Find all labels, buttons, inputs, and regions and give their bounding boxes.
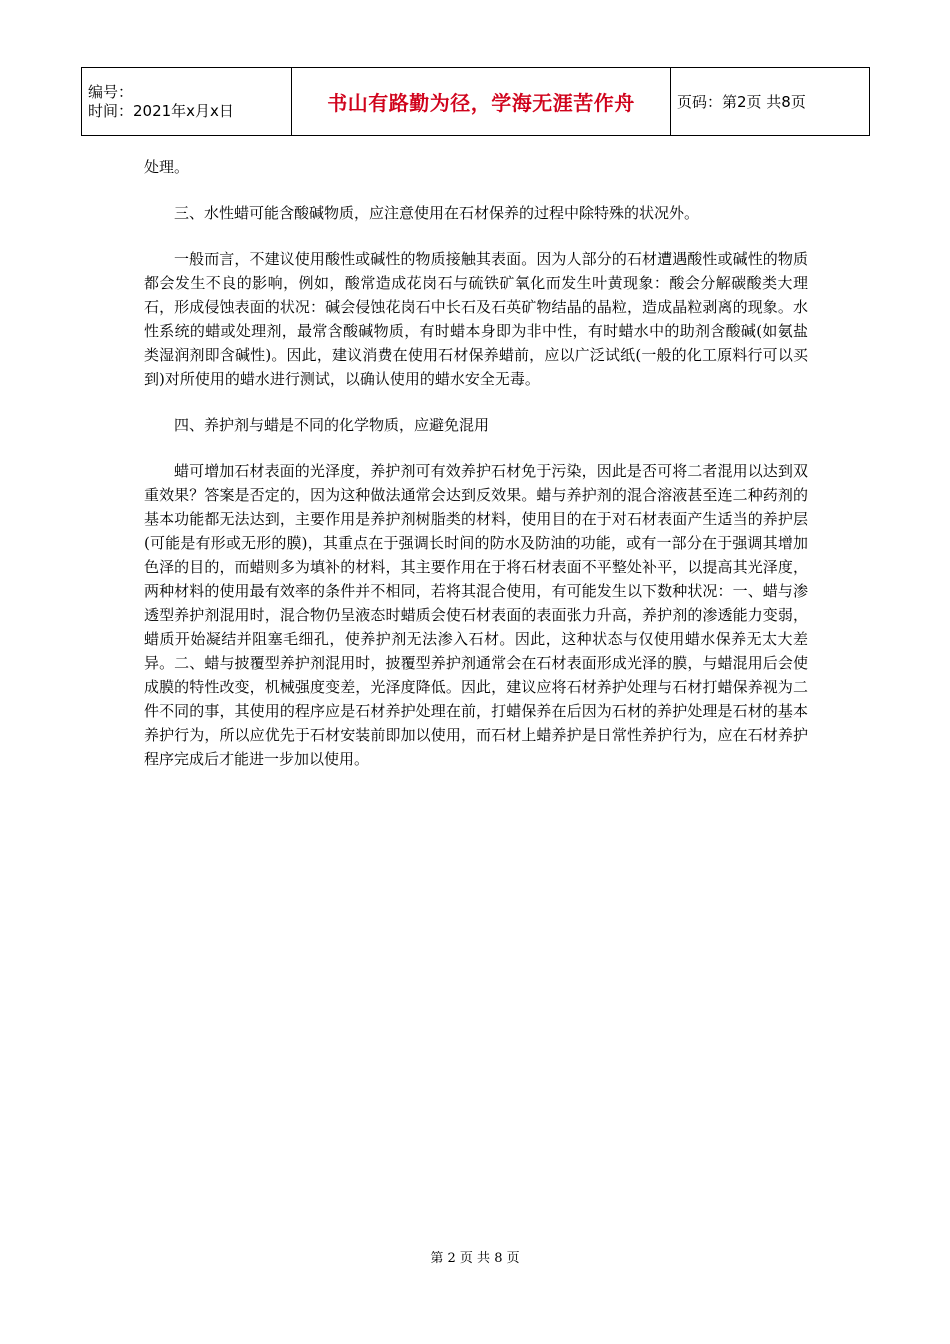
time-label: 时间：2021年x月x日 [88,101,234,120]
paragraph: 蜡可增加石材表面的光泽度，养护剂可有效养护石材免于污染，因此是否可将二者混用以达到双重效果？答案是否定的，因为这种做法通常会达到反效果。蜡与养护剂的混合溶液甚至连二种药剂的基本功能都无法达到，主要作用是养护剂树脂类的材料，使用目的在于对石材表面产生适当的养护层(可能是有形或无形的膜)，其重点在于强调长时间的防水及防油的功能，或有一部分在于强调其增加色泽的目的，而蜡则多为填补的材料，其主要作用在于将石材表面不平整处补平，以提高其光泽度，两种材料的使用最有效率的条件并不相同，若将其混合使用，有可能发生以下数种状况：一、蜡与渗透型养护剂混用时，混合物仍呈液态时蜡质会使石材表面的表面张力升高，养护剂的渗透能力变弱，蜡质开始凝结并阻塞毛细孔，使养护剂无法渗入石材。因此，这种状态与仅使用蜡水保养无太大差异。二、蜡与披覆型养护剂混用时，披覆型养护剂通常会在石材表面形成光泽的膜，与蜡混用后会使成膜的特性改变，机械强度变差，光泽度降低。因此，建议应将石材养护处理与石材打蜡保养视为二件不同的事，其使用的程序应是石材养护处理在前，打蜡保养在后因为石材的养护处理是石材的基本养护行为，所以应优先于石材安装前即加以使用，而石材上蜡养护是日常性养护行为，应在石材养护程序完成后才能进一步加以使用。 [144,462,808,768]
header-table [81,67,870,136]
document-body [144,155,808,771]
paragraph: 处理。 [144,158,190,176]
number-label: 编号： [88,82,134,101]
section-heading-4: 四、养护剂与蜡是不同的化学物质，应避免混用 [174,416,490,434]
page-footer: 第 2 页 共 8 页 [430,1251,520,1266]
header-page-info: 页码：第2页 共8页 [671,68,870,136]
header-meta [82,68,292,136]
header-motto: 书山有路勤为径，学海无涯苦作舟 [292,68,671,136]
section-heading-3: 三、水性蜡可能含酸碱物质，应注意使用在石材保养的过程中除特殊的状况外。 [174,204,700,222]
paragraph: 一般而言，不建议使用酸性或碱性的物质接触其表面。因为人部分的石材遭遇酸性或碱性的物质都会发生不良的影响，例如，酸常造成花岗石与硫铁矿氧化而发生叶黄现象：酸会分解碳酸类大理石，形成侵蚀表面的状况：碱会侵蚀花岗石中长石及石英矿物结晶的晶粒，造成晶粒剥离的现象。水性系统的蜡或处理剂，最常含酸碱物质，有时蜡本身即为非中性，有时蜡水中的助剂含酸碱(如氨盐类湿润剂即含碱性)。因此，建议消费在使用石材保养蜡前，应以广泛试纸(一般的化工原料行可以买到)对所使用的蜡水进行测试，以确认使用的蜡水安全无毒。 [144,250,808,388]
